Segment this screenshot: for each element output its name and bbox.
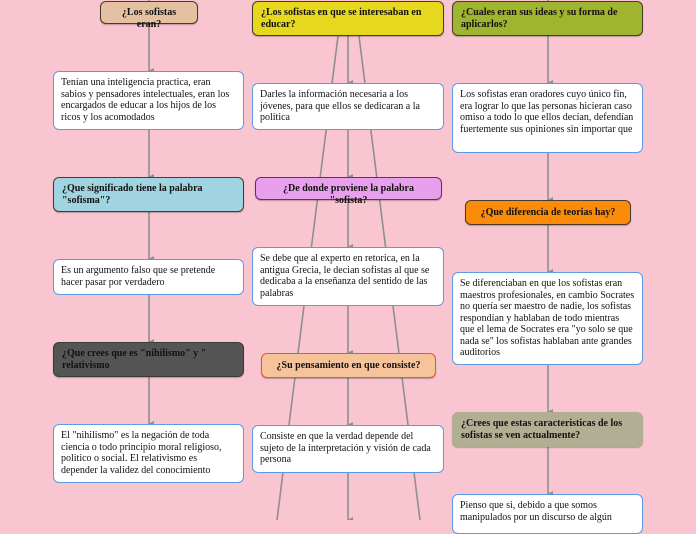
- answer-text: Tenían una inteligencia practica, eran sabios y pensadores intelectuales, eran los encargados de educar a los hijos de los ricos y los acomodados: [61, 77, 230, 123]
- answer-text: El "nihilismo" es la negación de toda ciencia o todo principio moral religioso, politico o social. El relativismo es depender la validez del conocimiento: [61, 430, 222, 476]
- question-node-interesaban-educar[interactable]: [252, 1, 444, 36]
- answer-node-diferencia-teorias[interactable]: [452, 272, 643, 365]
- question-node-origen-sofista[interactable]: [255, 177, 442, 206]
- answer-text: Darles la información necesaria a los jóvenes, para que ellos se dedicaran a la politica: [260, 89, 420, 123]
- question-node-pensamiento[interactable]: [261, 353, 436, 378]
- question-text: ¿Los sofistas en que se interesaban en educar?: [261, 7, 422, 30]
- answer-node-interesaban-educar[interactable]: [252, 83, 444, 130]
- question-node-sofistas-eran[interactable]: [100, 1, 198, 30]
- question-text: ¿Crees que estas caracteristicas de los sofistas se ven actualmente?: [461, 418, 623, 441]
- question-text: ¿Su pensamiento en que consiste?: [276, 360, 421, 371]
- answer-node-pensamiento[interactable]: [252, 425, 444, 473]
- answer-text: Es un argumento falso que se pretende hacer pasar por verdadero: [61, 265, 216, 288]
- question-text: ¿Que significado tiene la palabra "sofisma"?: [62, 183, 203, 206]
- question-node-nihilismo-relativismo[interactable]: [53, 342, 244, 377]
- answer-node-significado-sofisma[interactable]: [53, 259, 244, 295]
- question-text: ¿Que crees que es "nihilismo" y " relativismo: [62, 348, 207, 371]
- answer-text: Pienso que si, debido a que somos manipulados por un discurso de algún: [460, 500, 612, 523]
- answer-text: Los sofistas eran oradores cuyo único fin, era lograr lo que las personas hicieran caso omiso a todo lo que ellos decían, defendían fuertemente sus opiniones sin importar que: [460, 89, 634, 135]
- answer-node-caracteristicas-actuales[interactable]: [452, 494, 643, 534]
- answer-node-origen-sofista[interactable]: [252, 247, 444, 306]
- answer-text: Consiste en que la verdad depende del sujeto de la interpretación y visión de cada persona: [260, 431, 431, 465]
- question-text: ¿De donde proviene la palabra "sofista?: [283, 183, 414, 206]
- question-node-diferencia-teorias[interactable]: [465, 200, 631, 225]
- question-node-significado-sofisma[interactable]: [53, 177, 244, 212]
- question-node-ideas-aplicacion[interactable]: [452, 1, 643, 36]
- answer-text: Se debe que al experto en retorica, en la antigua Grecia, le decian sofistas al que se dedicaba a la enseñanza del sentido de las palabras: [260, 253, 430, 299]
- answer-node-nihilismo-relativismo[interactable]: [53, 424, 244, 483]
- answer-node-ideas-aplicacion[interactable]: [452, 83, 643, 153]
- question-text: ¿Que diferencia de teorias hay?: [480, 207, 616, 218]
- answer-text: Se diferenciaban en que los sofistas eran maestros profesionales, en cambio Socrates no quería ser maestro de nadie, los sofistas respondían y hablaban de todo mientras que el lema de Socrates era "yo solo se que nada se" los sofistas hablaban ante grandes auditorios: [460, 278, 635, 358]
- answer-node-sofistas-eran[interactable]: [53, 71, 244, 130]
- question-text: ¿Cuales eran sus ideas y su forma de aplicarlos?: [461, 7, 618, 30]
- question-text: ¿Los sofistas eran?: [121, 7, 177, 30]
- question-node-caracteristicas-actuales[interactable]: [452, 412, 643, 447]
